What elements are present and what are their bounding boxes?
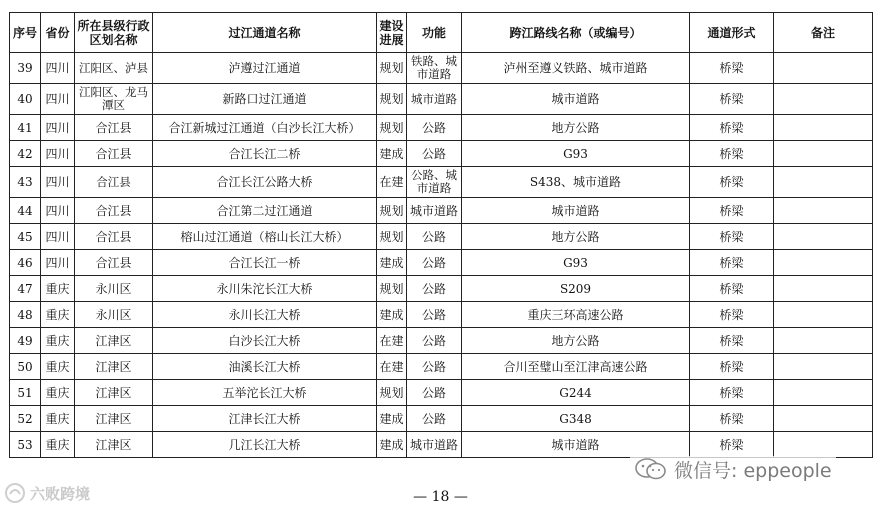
function-cell: 城市道路 — [407, 432, 462, 458]
function-cell: 公路 — [407, 115, 462, 141]
function-cell: 铁路、城市道路 — [407, 53, 462, 84]
note-cell — [774, 141, 873, 167]
channel-name-cell: 永川长江大桥 — [153, 302, 377, 328]
route-cell: G244 — [462, 380, 690, 406]
row-number-cell: 52 — [10, 406, 41, 432]
channel-name-cell: 几江长江大桥 — [153, 432, 377, 458]
row-number-cell: 47 — [10, 276, 41, 302]
note-cell — [774, 198, 873, 224]
header-province: 省份 — [41, 13, 75, 53]
table-row — [10, 276, 873, 302]
channel-name-cell: 合江长江二桥 — [153, 141, 377, 167]
note-cell — [774, 250, 873, 276]
note-cell — [774, 354, 873, 380]
county-cell: 合江县 — [75, 250, 153, 276]
row-number-cell: 53 — [10, 432, 41, 458]
note-cell — [774, 84, 873, 115]
county-cell: 江津区 — [75, 380, 153, 406]
table-row — [10, 380, 873, 406]
note-cell — [774, 115, 873, 141]
function-cell: 公路 — [407, 224, 462, 250]
status-cell: 规划 — [377, 276, 407, 302]
function-cell: 公路 — [407, 406, 462, 432]
route-cell: G348 — [462, 406, 690, 432]
route-cell: 泸州至遵义铁路、城市道路 — [462, 53, 690, 84]
province-cell: 重庆 — [41, 432, 75, 458]
function-cell: 公路 — [407, 250, 462, 276]
header-form: 通道形式 — [690, 13, 774, 53]
county-cell: 合江县 — [75, 224, 153, 250]
province-cell: 四川 — [41, 141, 75, 167]
note-cell — [774, 432, 873, 458]
county-cell: 江津区 — [75, 354, 153, 380]
watermark-left-text: 六败跨境 — [30, 484, 91, 503]
county-cell: 合江县 — [75, 198, 153, 224]
form-cell: 桥梁 — [690, 84, 774, 115]
row-number-cell: 48 — [10, 302, 41, 328]
route-cell: 地方公路 — [462, 224, 690, 250]
header-route: 跨江路线名称（或编号） — [462, 13, 690, 53]
row-number-cell: 42 — [10, 141, 41, 167]
county-cell: 永川区 — [75, 302, 153, 328]
header-note: 备注 — [774, 13, 873, 53]
header-no: 序号 — [10, 13, 41, 53]
table-row — [10, 141, 873, 167]
row-number-cell: 41 — [10, 115, 41, 141]
channel-name-cell: 新路口过江通道 — [153, 84, 377, 115]
function-cell: 城市道路 — [407, 198, 462, 224]
row-number-cell: 45 — [10, 224, 41, 250]
status-cell: 在建 — [377, 354, 407, 380]
status-cell: 在建 — [377, 167, 407, 198]
status-cell: 规划 — [377, 224, 407, 250]
form-cell: 桥梁 — [690, 167, 774, 198]
row-number-cell: 43 — [10, 167, 41, 198]
wechat-icon — [634, 457, 668, 481]
province-cell: 四川 — [41, 84, 75, 115]
route-cell: 合川至璧山至江津高速公路 — [462, 354, 690, 380]
county-cell: 江阳区、泸县 — [75, 53, 153, 84]
county-cell: 江津区 — [75, 432, 153, 458]
county-cell: 永川区 — [75, 276, 153, 302]
form-cell: 桥梁 — [690, 141, 774, 167]
row-number-cell: 39 — [10, 53, 41, 84]
status-cell: 规划 — [377, 380, 407, 406]
function-cell: 城市道路 — [407, 84, 462, 115]
province-cell: 重庆 — [41, 380, 75, 406]
channel-name-cell: 油溪长江大桥 — [153, 354, 377, 380]
table-row — [10, 302, 873, 328]
status-cell: 建成 — [377, 432, 407, 458]
header-channel-name: 过江通道名称 — [153, 13, 377, 53]
table-row — [10, 328, 873, 354]
page-number: — 18 — — [413, 489, 468, 505]
note-cell — [774, 53, 873, 84]
form-cell: 桥梁 — [690, 302, 774, 328]
table-row — [10, 250, 873, 276]
county-cell: 合江县 — [75, 141, 153, 167]
status-cell: 规划 — [377, 198, 407, 224]
row-number-cell: 49 — [10, 328, 41, 354]
watermark-left — [4, 482, 90, 504]
province-cell: 重庆 — [41, 328, 75, 354]
status-cell: 建成 — [377, 141, 407, 167]
row-number-cell: 51 — [10, 380, 41, 406]
table-body — [10, 53, 873, 458]
header-county: 所在县级行政区划名称 — [75, 13, 153, 53]
route-cell: 城市道路 — [462, 84, 690, 115]
channel-name-cell: 永川朱沱长江大桥 — [153, 276, 377, 302]
status-cell: 规划 — [377, 115, 407, 141]
note-cell — [774, 328, 873, 354]
channel-name-cell: 合江新城过江通道（白沙长江大桥） — [153, 115, 377, 141]
note-cell — [774, 380, 873, 406]
route-cell: 地方公路 — [462, 328, 690, 354]
form-cell: 桥梁 — [690, 328, 774, 354]
note-cell — [774, 276, 873, 302]
channel-name-cell: 合江长江一桥 — [153, 250, 377, 276]
row-number-cell: 40 — [10, 84, 41, 115]
function-cell: 公路 — [407, 141, 462, 167]
province-cell: 四川 — [41, 53, 75, 84]
function-cell: 公路 — [407, 328, 462, 354]
table-row — [10, 115, 873, 141]
channel-name-cell: 泸遵过江通道 — [153, 53, 377, 84]
status-cell: 规划 — [377, 84, 407, 115]
watermark-right-text: 微信号: eppeople — [674, 459, 832, 482]
route-cell: 重庆三环高速公路 — [462, 302, 690, 328]
county-cell: 江津区 — [75, 406, 153, 432]
table-row — [10, 167, 873, 198]
form-cell: 桥梁 — [690, 380, 774, 406]
channel-name-cell: 合江长江公路大桥 — [153, 167, 377, 198]
function-cell: 公路 — [407, 276, 462, 302]
route-cell: 地方公路 — [462, 115, 690, 141]
status-cell: 建成 — [377, 406, 407, 432]
form-cell: 桥梁 — [690, 198, 774, 224]
table-row — [10, 224, 873, 250]
province-cell: 四川 — [41, 250, 75, 276]
province-cell: 四川 — [41, 198, 75, 224]
row-number-cell: 46 — [10, 250, 41, 276]
row-number-cell: 44 — [10, 198, 41, 224]
bridge-channel-table — [9, 12, 873, 458]
status-cell: 规划 — [377, 53, 407, 84]
channel-name-cell: 榕山过江通道（榕山长江大桥） — [153, 224, 377, 250]
status-cell: 在建 — [377, 328, 407, 354]
route-cell: S209 — [462, 276, 690, 302]
note-cell — [774, 302, 873, 328]
row-number-cell: 50 — [10, 354, 41, 380]
route-cell: 城市道路 — [462, 198, 690, 224]
province-cell: 重庆 — [41, 406, 75, 432]
function-cell: 公路 — [407, 302, 462, 328]
table-row — [10, 84, 873, 115]
table-row — [10, 432, 873, 458]
route-cell: G93 — [462, 250, 690, 276]
county-cell: 合江县 — [75, 167, 153, 198]
form-cell: 桥梁 — [690, 354, 774, 380]
channel-name-cell: 五举沱长江大桥 — [153, 380, 377, 406]
brand-logo-icon — [4, 482, 26, 504]
status-cell: 建成 — [377, 302, 407, 328]
table-row — [10, 406, 873, 432]
province-cell: 四川 — [41, 224, 75, 250]
province-cell: 四川 — [41, 167, 75, 198]
form-cell: 桥梁 — [690, 250, 774, 276]
form-cell: 桥梁 — [690, 224, 774, 250]
form-cell: 桥梁 — [690, 406, 774, 432]
form-cell: 桥梁 — [690, 115, 774, 141]
channel-name-cell: 江津长江大桥 — [153, 406, 377, 432]
note-cell — [774, 224, 873, 250]
province-cell: 重庆 — [41, 276, 75, 302]
note-cell — [774, 167, 873, 198]
watermark-right — [630, 456, 836, 482]
county-cell: 江阳区、龙马潭区 — [75, 84, 153, 115]
route-cell: 城市道路 — [462, 432, 690, 458]
route-cell: S438、城市道路 — [462, 167, 690, 198]
county-cell: 江津区 — [75, 328, 153, 354]
province-cell: 重庆 — [41, 354, 75, 380]
province-cell: 四川 — [41, 115, 75, 141]
channel-name-cell: 合江第二过江通道 — [153, 198, 377, 224]
form-cell: 桥梁 — [690, 276, 774, 302]
note-cell — [774, 406, 873, 432]
function-cell: 公路 — [407, 354, 462, 380]
form-cell: 桥梁 — [690, 53, 774, 84]
status-cell: 建成 — [377, 250, 407, 276]
table-row — [10, 354, 873, 380]
route-cell: G93 — [462, 141, 690, 167]
province-cell: 重庆 — [41, 302, 75, 328]
table-row — [10, 198, 873, 224]
header-function: 功能 — [407, 13, 462, 53]
county-cell: 合江县 — [75, 115, 153, 141]
function-cell: 公路 — [407, 380, 462, 406]
channel-name-cell: 白沙长江大桥 — [153, 328, 377, 354]
function-cell: 公路、城市道路 — [407, 167, 462, 198]
form-cell: 桥梁 — [690, 432, 774, 458]
header-row — [10, 13, 873, 53]
table-row — [10, 53, 873, 84]
header-status: 建设进展 — [377, 13, 407, 53]
